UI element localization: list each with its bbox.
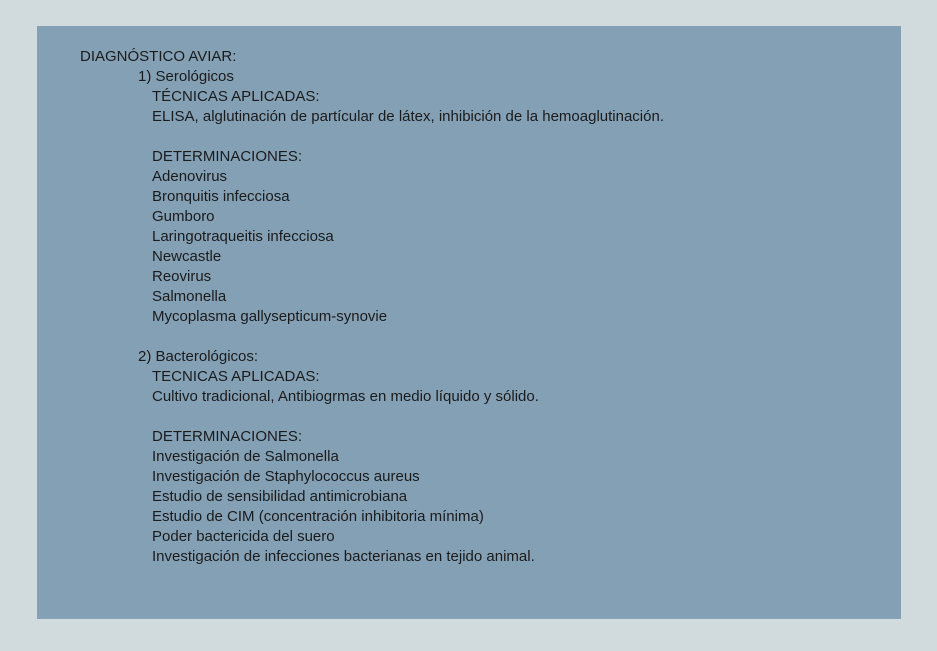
tecnicas-aplicadas-label: TECNICAS APLICADAS: <box>152 368 320 385</box>
determinacion-item: Investigación de Staphylococcus aureus <box>152 468 420 485</box>
determinacion-item: Reovirus <box>152 268 212 285</box>
determinacion-item: Newcastle <box>152 248 222 265</box>
determinaciones-label: DETERMINACIONES: <box>152 428 303 445</box>
determinacion-item: Investigación de infecciones bacterianas en tejido animal. <box>152 548 535 565</box>
determinacion-item: Estudio de CIM (concentración inhibitoria mínima) <box>152 508 484 525</box>
determinacion-item: Mycoplasma gallysepticum-synovie <box>152 308 388 325</box>
determinacion-item: Gumboro <box>152 208 215 225</box>
section-heading: 1) Serológicos <box>138 68 234 85</box>
determinaciones-label: DETERMINACIONES: <box>152 148 303 165</box>
tecnicas-aplicadas-text: ELISA, alglutinación de partícular de látex, inhibición de la hemoaglutinación. <box>152 108 664 125</box>
tecnicas-aplicadas-label: TÉCNICAS APLICADAS: <box>152 88 320 105</box>
section-serologicos <box>138 67 881 327</box>
determinacion-item: Salmonella <box>152 288 227 305</box>
tecnicas-aplicadas-text: Cultivo tradicional, Antibiogrmas en medio líquido y sólido. <box>152 388 539 405</box>
determinacion-item: Bronquitis infecciosa <box>152 188 290 205</box>
determinacion-item: Adenovirus <box>152 168 228 185</box>
section-body <box>152 87 881 327</box>
determinacion-item: Poder bactericida del suero <box>152 528 335 545</box>
determinacion-item: Laringotraqueitis infecciosa <box>152 228 334 245</box>
determinacion-item: Investigación de Salmonella <box>152 448 339 465</box>
content-panel <box>37 26 901 619</box>
document-title: DIAGNÓSTICO AVIAR: <box>80 48 237 65</box>
section-heading: 2) Bacterológicos: <box>138 348 259 365</box>
section-bacterologicos <box>138 347 881 567</box>
section-body <box>152 367 881 567</box>
determinacion-item: Estudio de sensibilidad antimicrobiana <box>152 488 408 505</box>
